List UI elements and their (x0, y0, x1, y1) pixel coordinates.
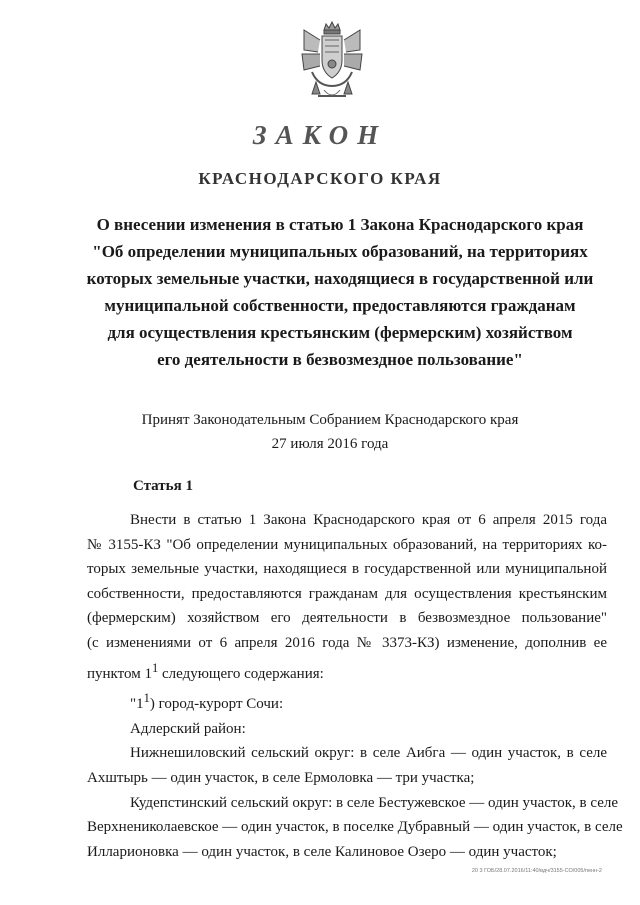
text-fragment: ) город-курорт Сочи: (149, 696, 284, 713)
law-heading: ЗАКОН (252, 120, 388, 150)
adoption-note (0, 408, 640, 456)
text-fragment: пунктом 1 (87, 665, 152, 682)
title-line: муниципальной собственности, предоставляются гражданам (104, 296, 576, 315)
superscript: 1 (151, 660, 159, 675)
region-heading: КРАСНОДАРСКОГО КРАЯ (198, 169, 442, 188)
paragraph-line: торых земельные участки, находящиеся в государственной или муниципальной (87, 561, 607, 578)
text-fragment: следующего содержания: (158, 665, 324, 682)
document-code: 20 3 ГОБ/28.07.2016/11:40/вдч/3155-СО/005/пенн-2 (471, 868, 602, 874)
article-heading: Статья 1 (133, 478, 193, 494)
paragraph-line (87, 656, 607, 687)
paragraph-line: Внести в статью 1 Закона Краснодарского края от 6 апреля 2015 года (130, 512, 607, 528)
paragraph-line: Нижнешиловский сельский округ: в селе Аибга — один участок, в селе (130, 745, 607, 762)
adoption-date: 27 июля 2016 года (271, 436, 389, 452)
article-body (87, 508, 623, 864)
paragraph-line: (с изменениями от 6 апреля 2016 года № 3373-КЗ) изменение, дополнив ее (87, 634, 607, 651)
title-line: для осуществления крестьянским (фермерским) хозяйством (107, 323, 573, 342)
paragraph-line: (фермерским) хозяйством его деятельности в безвозмездное пользование" (87, 610, 607, 627)
paragraph-line: Кудепстинский сельский округ: в селе Бестужевское — один участок, в селе (130, 794, 619, 811)
adoption-body: Принят Законодательным Собранием Краснодарского края (141, 412, 519, 428)
superscript: 1 (143, 691, 150, 706)
text-fragment: "1 (130, 696, 144, 713)
law-title (70, 211, 610, 373)
title-line: О внесении изменения в статью 1 Закона Краснодарского края (96, 215, 584, 234)
paragraph-line: Илларионовка — один участок, в селе Калиновое Озеро — один участок; (87, 843, 557, 860)
paragraph-line: Верхнениколаевское — один участок, в поселке Дубравный — один участок, в селе (87, 819, 623, 836)
title-line: которых земельные участки, находящиеся в государственной или (86, 269, 594, 288)
title-line: его деятельности в безвозмездное пользование" (157, 350, 523, 369)
paragraph-line: Ахштырь — один участок, в селе Ермоловка — три участка; (87, 769, 475, 786)
coat-of-arms-icon (298, 20, 366, 104)
item-heading (87, 686, 607, 717)
title-line: "Об определении муниципальных образований, на территориях (92, 242, 588, 261)
paragraph-line: № 3155-КЗ "Об определении муниципальных образований, на территориях ко- (87, 536, 607, 553)
district-heading: Адлерский район: (130, 720, 246, 737)
paragraph-line: собственности, предоставляются гражданам для осуществления крестьянским (87, 585, 607, 602)
